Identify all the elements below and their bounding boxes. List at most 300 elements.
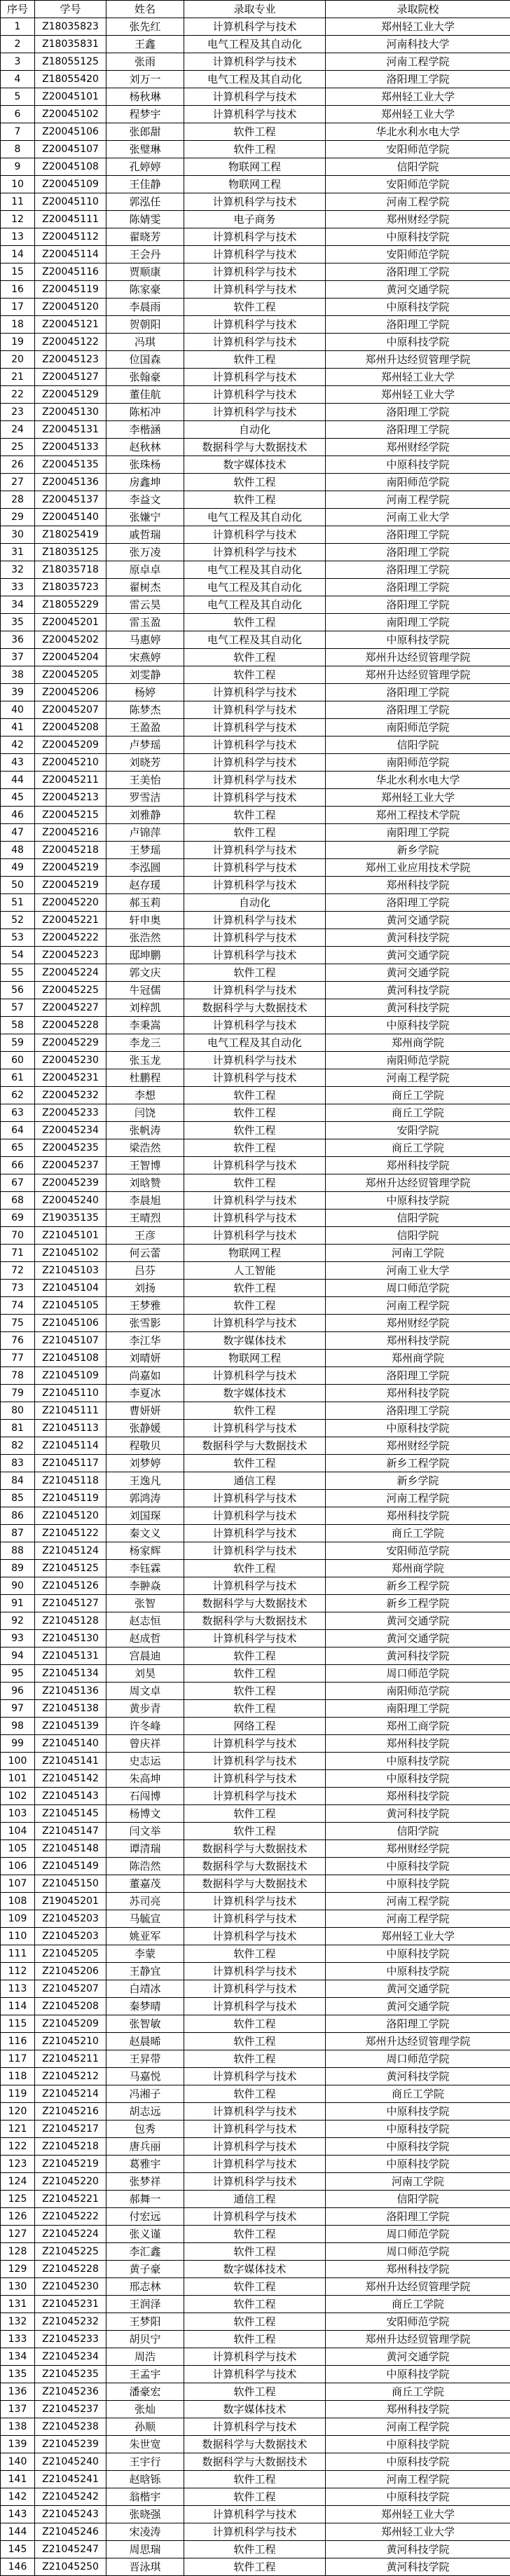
cell-school: 中原科技学院 [326, 2436, 510, 2453]
cell-seq: 92 [1, 1612, 35, 1630]
cell-student-id: Z20045129 [35, 386, 106, 404]
cell-seq: 15 [1, 263, 35, 281]
table-row [1, 1840, 510, 1858]
cell-name: 谭清瑞 [106, 1840, 184, 1858]
table-row [1, 1542, 510, 1560]
cell-seq: 21 [1, 369, 35, 386]
cell-name: 马惠婷 [106, 631, 184, 649]
table-row [1, 947, 510, 964]
table-row [1, 71, 510, 88]
cell-name: 位国森 [106, 351, 184, 369]
cell-school: 信阳学院 [326, 2191, 510, 2208]
cell-student-id: Z20045119 [35, 281, 106, 299]
cell-name: 赵晗铄 [106, 2471, 184, 2488]
cell-name: 朱高坤 [106, 1770, 184, 1788]
cell-major: 计算机科学与技术 [184, 1770, 326, 1788]
cell-major: 计算机科学与技术 [184, 1210, 326, 1227]
cell-name: 张翰豪 [106, 369, 184, 386]
cell-seq: 8 [1, 141, 35, 158]
cell-seq: 115 [1, 2015, 35, 2033]
cell-student-id: Z21045141 [35, 1753, 106, 1770]
table-row [1, 1139, 510, 1157]
cell-student-id: Z21045118 [35, 1472, 106, 1490]
cell-school: 中原科技学院 [326, 1420, 510, 1437]
table-row [1, 1893, 510, 1910]
cell-student-id: Z21045238 [35, 2418, 106, 2436]
cell-name: 闫文举 [106, 1823, 184, 1840]
cell-school: 郑州工程技术学院 [326, 807, 510, 824]
cell-name: 马嘉悦 [106, 2068, 184, 2085]
cell-student-id: Z18025419 [35, 526, 106, 544]
cell-seq: 110 [1, 1928, 35, 1945]
cell-major: 计算机科学与技术 [184, 842, 326, 859]
cell-major: 计算机科学与技术 [184, 1928, 326, 1945]
cell-seq: 47 [1, 824, 35, 842]
cell-seq: 56 [1, 982, 35, 999]
table-row [1, 1455, 510, 1472]
cell-seq: 7 [1, 123, 35, 141]
cell-name: 邢志林 [106, 2278, 184, 2296]
cell-student-id: Z21045205 [35, 1945, 106, 1963]
cell-seq: 136 [1, 2383, 35, 2401]
table-row [1, 1122, 510, 1139]
cell-student-id: Z21045224 [35, 2226, 106, 2243]
cell-name: 陈家豪 [106, 281, 184, 299]
cell-major: 计算机科学与技术 [184, 246, 326, 263]
cell-student-id: Z20045232 [35, 1087, 106, 1104]
cell-major: 软件工程 [184, 474, 326, 491]
cell-student-id: Z20045222 [35, 929, 106, 947]
table-row [1, 1052, 510, 1069]
cell-school: 信阳学院 [326, 737, 510, 754]
cell-name: 刘雅静 [106, 807, 184, 824]
cell-student-id: Z20045123 [35, 351, 106, 369]
cell-seq: 74 [1, 1297, 35, 1315]
cell-major: 计算机科学与技术 [184, 1910, 326, 1928]
table-row [1, 701, 510, 719]
table-row [1, 316, 510, 334]
cell-seq: 121 [1, 2121, 35, 2138]
cell-name: 贾顺康 [106, 263, 184, 281]
cell-name: 李泓圆 [106, 859, 184, 877]
table-row [1, 684, 510, 701]
table-row [1, 2313, 510, 2331]
cell-name: 陈柘冲 [106, 404, 184, 421]
cell-major: 计算机科学与技术 [184, 2208, 326, 2226]
cell-seq: 65 [1, 1139, 35, 1157]
cell-name: 曹妍妍 [106, 1402, 184, 1420]
cell-major: 软件工程 [184, 2313, 326, 2331]
cell-seq: 63 [1, 1104, 35, 1122]
cell-major: 计算机科学与技术 [184, 737, 326, 754]
table-row [1, 877, 510, 894]
cell-school: 黄河交通学院 [326, 281, 510, 299]
cell-major: 软件工程 [184, 2558, 326, 2576]
cell-name: 刘梓凯 [106, 999, 184, 1017]
cell-school: 郑州科技学院 [326, 877, 510, 894]
cell-name: 王孟宇 [106, 2366, 184, 2383]
table-row [1, 737, 510, 754]
cell-major: 软件工程 [184, 1402, 326, 1420]
cell-school: 安阳师范学院 [326, 1542, 510, 1560]
cell-major: 通信工程 [184, 2191, 326, 2208]
table-row [1, 1560, 510, 1577]
cell-name: 王智博 [106, 1157, 184, 1174]
table-row [1, 929, 510, 947]
cell-name: 白靖冰 [106, 1980, 184, 1998]
cell-school: 郑州升达经贸管理学院 [326, 351, 510, 369]
cell-major: 软件工程 [184, 824, 326, 842]
cell-major: 电气工程及其自动化 [184, 1034, 326, 1052]
cell-seq: 86 [1, 1507, 35, 1525]
cell-seq: 143 [1, 2506, 35, 2523]
table-row [1, 1227, 510, 1245]
cell-seq: 11 [1, 193, 35, 211]
cell-major: 计算机科学与技术 [184, 404, 326, 421]
cell-name: 杨婷 [106, 684, 184, 701]
cell-school: 黄河科技学院 [326, 999, 510, 1017]
cell-name: 陈梦杰 [106, 701, 184, 719]
table-row [1, 999, 510, 1017]
table-row [1, 141, 510, 158]
cell-school: 中原科技学院 [326, 1770, 510, 1788]
cell-seq: 112 [1, 1963, 35, 1980]
cell-school: 信阳学院 [326, 1210, 510, 1227]
cell-name: 轩申奥 [106, 912, 184, 929]
cell-student-id: Z21045237 [35, 2401, 106, 2418]
cell-seq: 41 [1, 719, 35, 737]
cell-name: 晋泳琪 [106, 2558, 184, 2576]
cell-name: 何云蕾 [106, 1245, 184, 1262]
cell-school: 新乡工程学院 [326, 1455, 510, 1472]
cell-school: 中原科技学院 [326, 299, 510, 316]
cell-seq: 128 [1, 2243, 35, 2261]
cell-major: 软件工程 [184, 2050, 326, 2068]
cell-name: 刘昊 [106, 1665, 184, 1683]
cell-major: 软件工程 [184, 649, 326, 666]
cell-student-id: Z21045228 [35, 2261, 106, 2278]
cell-school: 河南工程学院 [326, 491, 510, 509]
table-row [1, 1630, 510, 1647]
cell-name: 周浩 [106, 2348, 184, 2366]
cell-major: 计算机科学与技术 [184, 1490, 326, 1507]
cell-name: 王逸凡 [106, 1472, 184, 1490]
table-row [1, 1753, 510, 1770]
cell-student-id: Z21045128 [35, 1612, 106, 1630]
cell-seq: 120 [1, 2103, 35, 2121]
table-row [1, 579, 510, 596]
cell-school: 洛阳理工学院 [326, 263, 510, 281]
cell-name: 王梦雅 [106, 1297, 184, 1315]
table-row [1, 351, 510, 369]
cell-school: 郑州轻工业大学 [326, 2523, 510, 2541]
table-row [1, 123, 510, 141]
cell-seq: 122 [1, 2138, 35, 2156]
table-row [1, 2278, 510, 2296]
cell-seq: 100 [1, 1753, 35, 1770]
cell-seq: 34 [1, 596, 35, 614]
table-row [1, 1858, 510, 1875]
cell-name: 郭泓任 [106, 193, 184, 211]
cell-school: 中原科技学院 [326, 1753, 510, 1770]
table-row [1, 754, 510, 772]
cell-name: 尚嘉如 [106, 1367, 184, 1385]
cell-major: 软件工程 [184, 1647, 326, 1665]
cell-major: 计算机科学与技术 [184, 369, 326, 386]
cell-major: 电气工程及其自动化 [184, 509, 326, 526]
cell-major: 计算机科学与技术 [184, 1315, 326, 1332]
cell-name: 原卓卓 [106, 561, 184, 579]
cell-major: 数据科学与大数据技术 [184, 1858, 326, 1875]
table-row [1, 1069, 510, 1087]
cell-student-id: Z20045116 [35, 263, 106, 281]
cell-name: 赵存瑗 [106, 877, 184, 894]
cell-student-id: Z20045101 [35, 88, 106, 106]
cell-major: 软件工程 [184, 666, 326, 684]
cell-major: 软件工程 [184, 2331, 326, 2348]
cell-student-id: Z21045240 [35, 2453, 106, 2471]
cell-student-id: Z20045106 [35, 123, 106, 141]
cell-name: 李夏冰 [106, 1385, 184, 1402]
cell-student-id: Z20045204 [35, 649, 106, 666]
cell-major: 计算机科学与技术 [184, 947, 326, 964]
cell-school: 洛阳理工学院 [326, 421, 510, 439]
cell-seq: 111 [1, 1945, 35, 1963]
cell-name: 李益文 [106, 491, 184, 509]
cell-school: 商丘工学院 [326, 2383, 510, 2401]
cell-name: 张嫌宁 [106, 509, 184, 526]
cell-name: 王润泽 [106, 2296, 184, 2313]
table-row [1, 2366, 510, 2383]
cell-name: 张万凌 [106, 544, 184, 561]
cell-seq: 123 [1, 2156, 35, 2173]
cell-name: 雷云昊 [106, 596, 184, 614]
cell-student-id: Z20045206 [35, 684, 106, 701]
cell-student-id: Z21045111 [35, 1402, 106, 1420]
cell-student-id: Z21045122 [35, 1525, 106, 1542]
cell-seq: 3 [1, 53, 35, 71]
cell-student-id: Z21045208 [35, 1998, 106, 2015]
cell-name: 闫饶 [106, 1104, 184, 1122]
table-row [1, 526, 510, 544]
cell-seq: 71 [1, 1245, 35, 1262]
cell-student-id: Z21045125 [35, 1560, 106, 1577]
table-row [1, 1647, 510, 1665]
cell-school: 洛阳理工学院 [326, 526, 510, 544]
cell-school: 中原科技学院 [326, 2103, 510, 2121]
cell-school: 洛阳理工学院 [326, 596, 510, 614]
cell-seq: 78 [1, 1367, 35, 1385]
cell-seq: 26 [1, 456, 35, 474]
table-row [1, 1472, 510, 1490]
cell-name: 孙顺 [106, 2418, 184, 2436]
cell-seq: 103 [1, 1805, 35, 1823]
table-row [1, 1788, 510, 1805]
cell-school: 洛阳理工学院 [326, 894, 510, 912]
cell-seq: 51 [1, 894, 35, 912]
cell-major: 计算机科学与技术 [184, 334, 326, 351]
cell-student-id: Z21045231 [35, 2296, 106, 2313]
cell-major: 计算机科学与技术 [184, 544, 326, 561]
cell-major: 物联网工程 [184, 1350, 326, 1367]
header-row [1, 1, 510, 18]
cell-student-id: Z18035831 [35, 36, 106, 53]
table-row [1, 2121, 510, 2138]
cell-student-id: Z21045103 [35, 1262, 106, 1280]
cell-major: 计算机科学与技术 [184, 88, 326, 106]
cell-seq: 25 [1, 439, 35, 456]
cell-major: 电气工程及其自动化 [184, 71, 326, 88]
cell-seq: 55 [1, 964, 35, 982]
cell-name: 潘豪宏 [106, 2383, 184, 2401]
cell-school: 洛阳理工学院 [326, 1402, 510, 1420]
cell-school: 黄河交通学院 [326, 1980, 510, 1998]
cell-student-id: Z20045229 [35, 1034, 106, 1052]
table-row [1, 982, 510, 999]
cell-student-id: Z21045234 [35, 2348, 106, 2366]
table-row [1, 246, 510, 263]
cell-name: 王鑫 [106, 36, 184, 53]
table-row [1, 1525, 510, 1542]
cell-name: 杨博文 [106, 1805, 184, 1823]
cell-name: 杨秋琳 [106, 88, 184, 106]
cell-seq: 76 [1, 1332, 35, 1350]
table-row [1, 2261, 510, 2278]
cell-seq: 2 [1, 36, 35, 53]
cell-major: 软件工程 [184, 351, 326, 369]
cell-major: 软件工程 [184, 2296, 326, 2313]
cell-name: 戚哲瑞 [106, 526, 184, 544]
cell-school: 黄河交通学院 [326, 1612, 510, 1630]
cell-name: 李楷涵 [106, 421, 184, 439]
cell-school: 郑州轻工业大学 [326, 1928, 510, 1945]
table-row [1, 807, 510, 824]
cell-major: 计算机科学与技术 [184, 684, 326, 701]
cell-major: 物联网工程 [184, 158, 326, 176]
cell-school: 商丘工学院 [326, 2296, 510, 2313]
cell-major: 计算机科学与技术 [184, 316, 326, 334]
cell-student-id: Z21045207 [35, 1980, 106, 1998]
cell-school: 郑州商学院 [326, 1560, 510, 1577]
cell-school: 洛阳理工学院 [326, 544, 510, 561]
cell-student-id: Z21045139 [35, 1718, 106, 1735]
cell-major: 计算机科学与技术 [184, 2348, 326, 2366]
cell-student-id: Z21045225 [35, 2243, 106, 2261]
cell-student-id: Z18055420 [35, 71, 106, 88]
cell-school: 信阳学院 [326, 158, 510, 176]
cell-seq: 81 [1, 1420, 35, 1437]
cell-seq: 59 [1, 1034, 35, 1052]
table-row [1, 1507, 510, 1525]
cell-major: 计算机科学与技术 [184, 1157, 326, 1174]
cell-major: 软件工程 [184, 1945, 326, 1963]
cell-school: 郑州轻工业大学 [326, 18, 510, 36]
cell-student-id: Z21045217 [35, 2121, 106, 2138]
cell-student-id: Z20045218 [35, 842, 106, 859]
table-row [1, 2103, 510, 2121]
table-row [1, 1437, 510, 1455]
cell-major: 软件工程 [184, 2015, 326, 2033]
cell-name: 苏司亮 [106, 1893, 184, 1910]
cell-major: 数据科学与大数据技术 [184, 2453, 326, 2471]
cell-school: 郑州科技学院 [326, 2401, 510, 2418]
table-row [1, 1315, 510, 1332]
table-row [1, 1490, 510, 1507]
cell-student-id: Z21045106 [35, 1315, 106, 1332]
cell-student-id: Z21045221 [35, 2191, 106, 2208]
cell-student-id: Z18035718 [35, 561, 106, 579]
table-row [1, 772, 510, 789]
table-row [1, 2506, 510, 2523]
cell-student-id: Z21045117 [35, 1455, 106, 1472]
cell-school: 中原科技学院 [326, 2121, 510, 2138]
cell-major: 数字媒体技术 [184, 2401, 326, 2418]
cell-school: 洛阳理工学院 [326, 71, 510, 88]
table-body [1, 1, 510, 2576]
cell-major: 数据科学与大数据技术 [184, 999, 326, 1017]
cell-seq: 93 [1, 1630, 35, 1647]
table-row [1, 263, 510, 281]
cell-name: 刘晗赞 [106, 1174, 184, 1192]
cell-name: 张雨 [106, 53, 184, 71]
table-row [1, 2523, 510, 2541]
cell-name: 刘梦婷 [106, 1455, 184, 1472]
cell-major: 软件工程 [184, 1174, 326, 1192]
cell-student-id: Z21045149 [35, 1858, 106, 1875]
cell-name: 李蒙 [106, 1945, 184, 1963]
cell-student-id: Z20045223 [35, 947, 106, 964]
cell-school: 安阳师范学院 [326, 141, 510, 158]
cell-school: 郑州升达经贸管理学院 [326, 1174, 510, 1192]
cell-seq: 95 [1, 1665, 35, 1683]
table-row [1, 2418, 510, 2436]
cell-school: 郑州轻工业大学 [326, 88, 510, 106]
cell-major: 计算机科学与技术 [184, 701, 326, 719]
cell-school: 郑州升达经贸管理学院 [326, 666, 510, 684]
table-row [1, 649, 510, 666]
cell-name: 杨家辉 [106, 1542, 184, 1560]
cell-student-id: Z20045228 [35, 1017, 106, 1034]
cell-seq: 9 [1, 158, 35, 176]
cell-major: 计算机科学与技术 [184, 929, 326, 947]
cell-student-id: Z21045142 [35, 1770, 106, 1788]
cell-name: 郝舞一 [106, 2191, 184, 2208]
cell-school: 河南工业大学 [326, 1262, 510, 1280]
cell-school: 郑州轻工业大学 [326, 369, 510, 386]
cell-student-id: Z21045242 [35, 2488, 106, 2506]
cell-name: 黄步青 [106, 1700, 184, 1718]
cell-seq: 131 [1, 2296, 35, 2313]
cell-student-id: Z18035125 [35, 544, 106, 561]
cell-student-id: Z21045250 [35, 2558, 106, 2576]
cell-student-id: Z20045230 [35, 1052, 106, 1069]
cell-major: 计算机科学与技术 [184, 1630, 326, 1647]
table-row [1, 1718, 510, 1735]
cell-name: 王梦阳 [106, 2313, 184, 2331]
cell-major: 计算机科学与技术 [184, 2418, 326, 2436]
cell-school: 郑州工业应用技术学院 [326, 859, 510, 877]
cell-name: 李秉嵩 [106, 1017, 184, 1034]
cell-school: 南阳师范学院 [326, 474, 510, 491]
cell-seq: 66 [1, 1157, 35, 1174]
cell-name: 张智敏 [106, 2015, 184, 2033]
cell-seq: 45 [1, 789, 35, 807]
cell-major: 电气工程及其自动化 [184, 631, 326, 649]
cell-major: 软件工程 [184, 1280, 326, 1297]
table-row [1, 1805, 510, 1823]
cell-school: 南阳师范学院 [326, 754, 510, 772]
cell-student-id: Z20045208 [35, 719, 106, 737]
